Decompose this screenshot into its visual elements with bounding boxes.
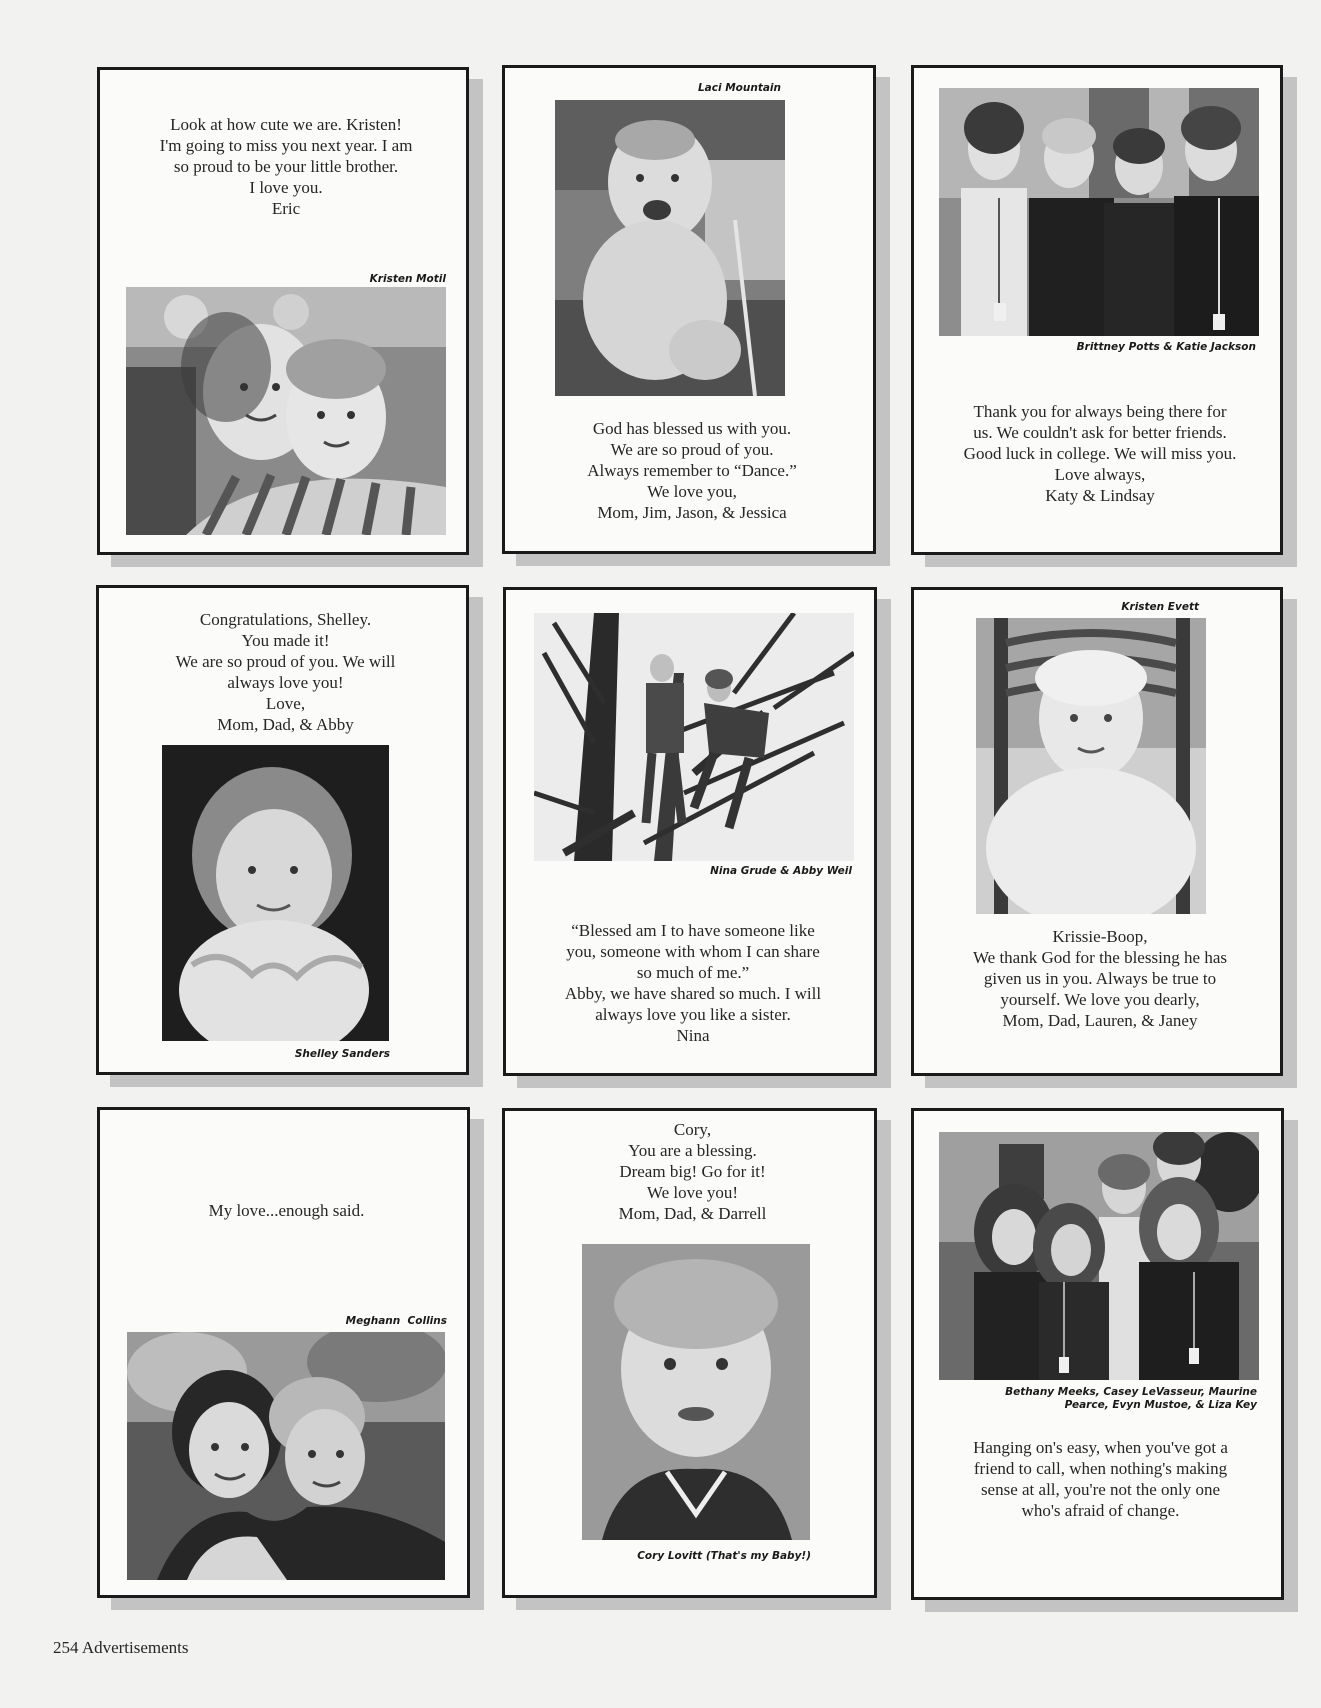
photo <box>582 1244 810 1540</box>
ad-block <box>502 65 876 554</box>
page-footer <box>53 1638 189 1658</box>
ad-block <box>96 585 469 1075</box>
ad-block <box>502 1108 877 1598</box>
section-title: Advertisements <box>81 1638 189 1657</box>
photo-caption: Nina Grude & Abby Weil <box>710 865 852 877</box>
photo-caption: Cory Lovitt (That's my Baby!) <box>637 1550 811 1562</box>
photo <box>127 1332 445 1580</box>
ad-message: Thank you for always being there for us. We couldn't ask for better friends. Good luck in college. We will miss you. Love always, Katy & Lindsay <box>963 402 1237 505</box>
photo-caption: Brittney Potts & Katie Jackson <box>1076 341 1256 353</box>
photo-caption: Shelley Sanders <box>294 1048 390 1060</box>
ad-block <box>911 587 1283 1076</box>
ad-message: Krissie-Boop, We thank God for the blessing he has given us in you. Always be true to yourself. We love you dearly, Mom, Dad, Lauren, & Janey <box>972 927 1228 1030</box>
photo-caption: Meghann Collins <box>345 1315 447 1327</box>
ad-message: Look at how cute we are. Kristen! I'm going to miss you next year. I am so proud to be your little brother. I love you. Eric <box>159 115 413 218</box>
ad-message: Cory, You are a blessing. Dream big! Go for it! We love you! Mom, Dad, & Darrell <box>618 1120 767 1223</box>
photo-caption: Kristen Motil <box>369 273 446 285</box>
ad-message: Hanging on's easy, when you've got a friend to call, when nothing's making sense at all, you're not the only one who's afraid of change. <box>973 1438 1228 1520</box>
photo <box>162 745 389 1041</box>
photo-caption: Bethany Meeks, Casey LeVasseur, Maurine Pearce, Evyn Mustoe, & Liza Key <box>1005 1386 1257 1411</box>
ad-message: God has blessed us with you. We are so proud of you. Always remember to “Dance.” We love you, Mom, Jim, Jason, & Jessica <box>587 419 797 522</box>
page-number: 254 <box>53 1638 79 1657</box>
ad-message: My love...enough said. <box>208 1201 365 1220</box>
photo <box>939 88 1259 336</box>
ad-message: Congratulations, Shelley. You made it! We are so proud of you. We will always love you! Love, Mom, Dad, & Abby <box>175 610 396 734</box>
photo-caption: Laci Mountain <box>697 82 781 94</box>
photo <box>126 287 446 535</box>
ad-block <box>911 65 1283 555</box>
ad-block <box>97 1107 470 1598</box>
ad-block <box>97 67 469 555</box>
photo-caption: Kristen Evett <box>1121 601 1199 613</box>
photo <box>939 1132 1259 1380</box>
photo <box>555 100 785 396</box>
ad-block <box>911 1108 1284 1600</box>
ad-message: “Blessed am I to have someone like you, someone with whom I can share so much of me.” Abby, we have shared so much. I will always love you like a sister. Nina <box>564 921 822 1045</box>
photo <box>976 618 1206 914</box>
photo <box>534 613 854 861</box>
ad-block <box>503 587 877 1076</box>
